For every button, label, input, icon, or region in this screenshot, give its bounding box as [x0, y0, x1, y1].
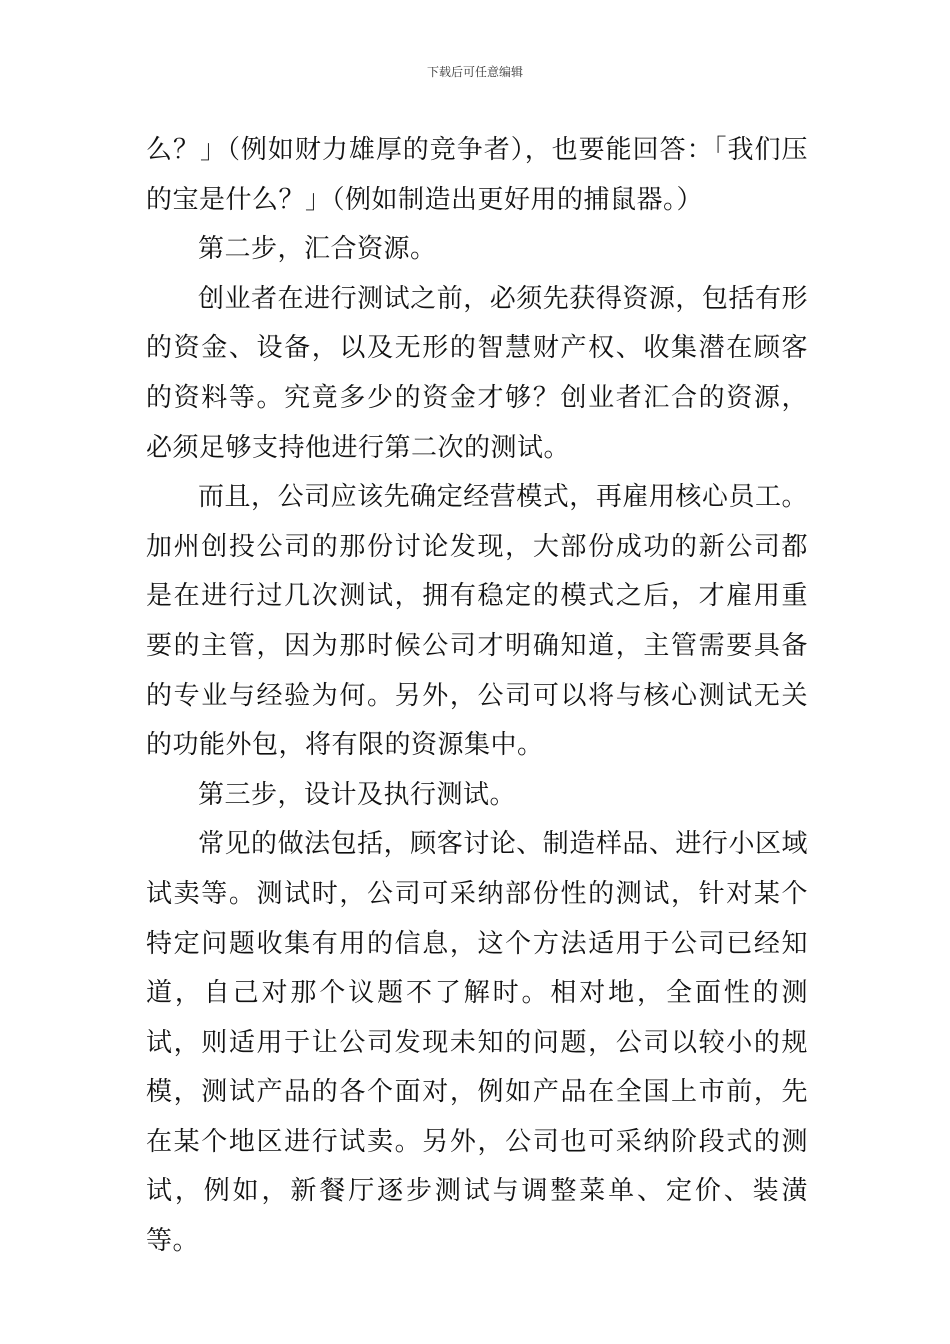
document-body [146, 126, 808, 1267]
page-header: 下载后可任意编辑 [426, 65, 523, 79]
paragraph-resources: 创业者在进行测试之前，必须先获得资源，包括有形的资金、设备，以及无形的智慧财产权、收集潜在顾客的资料等。究竟多少的资金才够？创业者汇合的资源，必须足够支持他进行第二次的测试。 [146, 283, 808, 463]
paragraph-testing-methods: 常见的做法包括，顾客讨论、制造样品、进行小区域试卖等。测试时，公司可采纳部份性的测试，针对某个特定问题收集有用的信息，这个方法适用于公司已经知道，自己对那个议题不了解时。相对地，全面性的测试，则适用于让公司发现未知的问题，公司以较小的规模，测试产品的各个面对，例如产品在全国上市前，先在某个地区进行试卖。另外，公司也可采纳阶段式的测试，例如，新餐厅逐步测试与调整菜单、定价、装潢等。 [146, 829, 808, 1257]
paragraph-step-three-heading: 第三步，设计及执行测试。 [198, 779, 517, 810]
paragraph-business-model: 而且，公司应该先确定经营模式，再雇用核心员工。加州创投公司的那份讨论发现，大部份成功的新公司都是在进行过几次测试，拥有稳定的模式之后，才雇用重要的主管，因为那时候公司才明确知道，主管需要具备的专业与经验为何。另外，公司可以将与核心测试无关的功能外包，将有限的资源集中。 [146, 482, 808, 761]
paragraph-continuation: 么？」（例如财力雄厚的竞争者），也要能回答：「我们压的宝是什么？」（例如制造出更好用的捕鼠器。） [146, 135, 808, 215]
paragraph-step-two-heading: 第二步，汇合资源。 [198, 234, 437, 265]
